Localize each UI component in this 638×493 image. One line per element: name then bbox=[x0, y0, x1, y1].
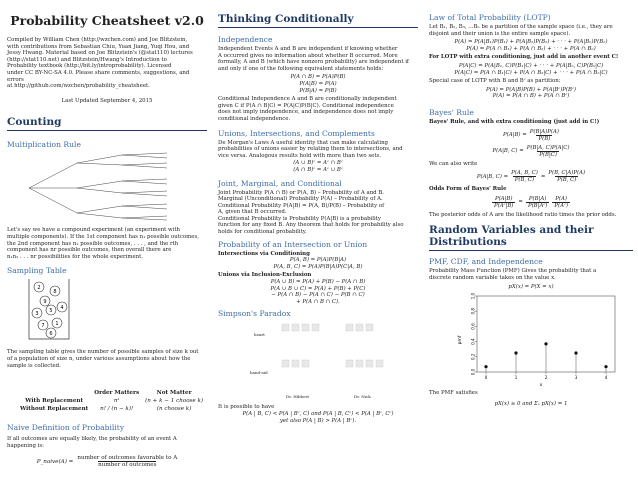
chart-y-tick-label: 0.2 bbox=[470, 353, 476, 361]
equation: P(A, B) = P(A)P(B|A) bbox=[289, 257, 347, 264]
bayes-equation-3: P(A|B, C) = $\frac{P(A, B, C)}{P(B, C)}$ = $\frac{P(B, C|A)P(A)}{P(B, C)}$ bbox=[476, 170, 586, 184]
text-line: given C if P(A ∩ B|C) = P(A|C)P(B|C). Conditional independence bbox=[218, 102, 394, 109]
column-left bbox=[7, 0, 207, 468]
pmf-point bbox=[514, 351, 517, 354]
urn-ball-label: 8 bbox=[53, 289, 57, 296]
demorgan-text bbox=[218, 140, 418, 174]
formula-denominator: P(B, C) bbox=[514, 177, 535, 184]
equation: pX(x) = P(X = x) bbox=[508, 283, 554, 290]
credits-block bbox=[7, 37, 207, 90]
urn-ball-label: 2 bbox=[37, 285, 41, 292]
subheading-independence: Independence bbox=[218, 35, 273, 44]
equation: P(A) = P(A|B)P(B) + P(A|Bᶜ)P(Bᶜ) bbox=[485, 86, 576, 93]
subheading-multiplication-rule: Multiplication Rule bbox=[7, 140, 81, 150]
equation: P(A) = P(A|B₁)P(B₁) + P(A|B₂)P(B₂) + · · · + P(A|Bₙ)P(Bₙ) bbox=[454, 39, 608, 46]
text-line: Special case of LOTP with B and Bᶜ as partition: bbox=[429, 78, 561, 85]
joint-text bbox=[218, 190, 418, 236]
credits-line: under CC BY-NC-SA 4.0. Please share comments, suggestions, and errors bbox=[7, 69, 190, 83]
urn-ball-label: 5 bbox=[49, 308, 53, 315]
formula-lhs: P_naive(A) = bbox=[36, 458, 74, 465]
subheading-sampling-table: Sampling Table bbox=[7, 266, 67, 276]
text-line: n₁n₂ . . . nr possibilities for the whole experiment. bbox=[7, 253, 144, 260]
text-line: multiple components). If the 1st component has n₁ possible outcomes, bbox=[7, 233, 199, 240]
figure-column-label: Dr. Hibbert bbox=[286, 394, 309, 400]
formula-denominator: P(B, C) bbox=[557, 177, 577, 184]
subheading-intersection-union: Probability of an Intersection or Union bbox=[218, 239, 368, 249]
formula-denominator: P(B|C) bbox=[539, 151, 558, 158]
chart-y-tick-label: 1.0 bbox=[470, 292, 476, 300]
subheading-unions-intersections: Unions, Intersections, and Complements bbox=[218, 128, 375, 138]
column-header: Not Matter bbox=[156, 390, 192, 397]
union-subheading: Unions via Inclusion-Exclusion bbox=[218, 272, 312, 279]
equation: (A ∪ B)ᶜ = Aᶜ ∩ Bᶜ bbox=[293, 160, 343, 167]
text-line: of a population of size n, under various assumptions about how the bbox=[7, 355, 191, 362]
equation: pX(x) ≥ 0 and Σₓ pX(x) = 1 bbox=[494, 400, 568, 407]
text-line: Bayes' Rule, and with extra conditioning (just add in C!) bbox=[429, 118, 600, 125]
document-title: Probability Cheatsheet v2.0 bbox=[10, 13, 204, 28]
text-line: and only if one of the following equivalent statements holds: bbox=[218, 65, 384, 72]
formula-denominator: P(Aᶜ) bbox=[554, 202, 568, 209]
odds-subheading: Odds Form of Bayes' Rule bbox=[429, 186, 507, 193]
chart-x-tick-label: 1 bbox=[514, 375, 518, 381]
urn-ball-label: 7 bbox=[41, 323, 45, 330]
urn-ball-label: 1 bbox=[55, 321, 59, 328]
subheading-lotp: Law of Total Probability (LOTP) bbox=[429, 13, 551, 22]
text-line: A, given that B occurred. bbox=[218, 209, 287, 216]
text-line: The posterior odds of A are the likelihood ratio times the prior odds. bbox=[429, 211, 617, 218]
bayes-equation-2 bbox=[429, 145, 633, 158]
equation: P(A) = P(A ∩ B) + P(A ∩ Bᶜ) bbox=[492, 93, 570, 100]
text-line: does not imply independence, and independence does not imply bbox=[218, 109, 394, 116]
urn-balls-illustration bbox=[7, 277, 207, 345]
equation: P(A) = P(A ∩ B₁) + P(A ∩ B₂) + · · · + P(A ∩ Bₙ) bbox=[466, 45, 596, 52]
text-line: probabilities of unions easier by relating them to intersections, and bbox=[218, 146, 403, 153]
equation: P(A ∪ B ∪ C) = P(A) + P(B) + P(C) bbox=[270, 285, 366, 292]
text-line: For LOTP with extra conditioning, just add in another event C! bbox=[429, 54, 619, 61]
formula-lhs: P(A|B) = bbox=[503, 132, 527, 139]
credits-line: Probability textbook (http://bit.ly/introprobability). Licensed bbox=[7, 63, 172, 70]
naive-formula bbox=[7, 455, 207, 468]
urn-ball-label: 3 bbox=[35, 311, 39, 318]
text-line: Let's say we have a compound experiment (an experiment with bbox=[7, 227, 181, 234]
table-cell: nᵏ bbox=[113, 398, 120, 405]
text-line: The PMF satisfies bbox=[429, 390, 478, 397]
chart-y-tick-label: 0.0 bbox=[470, 368, 476, 376]
formula-numerator: P(B, C|A)P(A) bbox=[548, 170, 586, 177]
text-line: If all outcomes are equally likely, the probability of an event A bbox=[7, 436, 177, 443]
chart-y-axis-label: pmf bbox=[458, 335, 463, 345]
figure-row-label: band-aid bbox=[250, 370, 268, 376]
chart-x-axis-label: x bbox=[539, 383, 543, 389]
text-line: function for any fixed B. Any theorem that holds for probability also bbox=[218, 222, 404, 229]
chart-x-tick-label: 0 bbox=[484, 375, 488, 381]
formula-lhs: P(A|B, C) = bbox=[476, 173, 509, 180]
credits-line: at http://github.com/wzchen/probability_cheatsheet. bbox=[7, 83, 150, 90]
pmf-chart bbox=[429, 290, 633, 390]
equation: − P(A ∩ B) − P(A ∩ C) − P(B ∩ C) bbox=[271, 292, 365, 299]
independence-text bbox=[218, 46, 418, 72]
equation: P(A|C) = P(A ∩ B₁|C) + P(A ∩ B₂|C) + · · · + P(A ∩ Bₙ|C) bbox=[454, 69, 608, 76]
figure-column-label: Dr. Nick bbox=[354, 394, 371, 400]
formula-denominator: P(B) bbox=[538, 135, 551, 142]
equation: + P(A ∩ B ∩ C). bbox=[296, 298, 340, 305]
pmf-point bbox=[484, 365, 487, 368]
formula-denominator: number of outcomes bbox=[98, 462, 157, 469]
urn-ball-label: 6 bbox=[49, 331, 53, 338]
sampling-table-text bbox=[7, 349, 207, 369]
subheading-bayes-rule: Bayes' Rule bbox=[429, 107, 474, 117]
table-cell: (n + k − 1 choose k) bbox=[145, 398, 204, 405]
equation: P(A | B, C) < P(A | Bᶜ, C) and P(A | B, Cᶜ) < P(A | Bᶜ, Cᶜ) bbox=[242, 411, 394, 417]
text-line: Conditional Probability is Probability P(A|B) is a probability bbox=[218, 215, 381, 222]
odds-equation: $\frac{P(A|B)}{\text{P(Aᶜ|B)}}$ = $\frac{P(B|A)}{\text{P(B|Aᶜ)}}$ $\frac{P(A)}{\text{P(Aᶜ)}}$ bbox=[494, 195, 568, 209]
text-line: We can also write bbox=[429, 160, 478, 167]
text-line: Conditional Probability P(A|B) = P(A, B)/P(B) – Probability of bbox=[218, 202, 385, 209]
text-line: happening is: bbox=[7, 442, 44, 449]
subheading-naive-definition: Naive Definition of Probability bbox=[7, 423, 125, 433]
table-cell: (n choose k) bbox=[156, 406, 192, 413]
text-line: Conditional Independence A and B are conditionally independent bbox=[218, 96, 397, 103]
equation: yet also P(A | B) > P(A | Bᶜ). bbox=[279, 417, 357, 424]
last-updated: Last Updated September 4, 2015 bbox=[61, 97, 153, 104]
independence-equations bbox=[218, 74, 418, 94]
row-header: With Replacement bbox=[25, 398, 84, 405]
formula-numerator: P(B|A)P(A) bbox=[529, 128, 559, 135]
simpsons-paradox-figure bbox=[218, 320, 418, 402]
bayes-equation-1 bbox=[429, 129, 633, 142]
column-header: Order Matters bbox=[94, 390, 140, 397]
formula-numerator: P(B|A) bbox=[528, 195, 547, 202]
text-line: conditional independence. bbox=[218, 115, 291, 122]
text-line: The sampling table gives the number of possible samples of size k out bbox=[7, 349, 199, 356]
pmf-text bbox=[429, 268, 633, 290]
chart-y-tick-label: 0.8 bbox=[470, 308, 476, 315]
urn-ball-label: 4 bbox=[60, 305, 64, 312]
pmf-point bbox=[574, 351, 577, 354]
column-right bbox=[429, 0, 633, 407]
equation: P(A ∩ B) = P(A)P(B) bbox=[290, 74, 346, 81]
text-line: holds for conditional probability. bbox=[218, 229, 307, 236]
multiplication-rule-text bbox=[7, 227, 207, 260]
text-line: De Morgan's Laws A useful identity that can make calculating bbox=[218, 139, 388, 146]
chart-x-tick-label: 4 bbox=[604, 375, 608, 381]
chart-x-tick-label: 3 bbox=[574, 375, 578, 381]
text-line: Marginal (Unconditional) Probability P(A) – Probability of A. bbox=[218, 196, 383, 203]
text-line: vice versa. Analogous results hold with more than two sets. bbox=[218, 152, 381, 159]
formula-lhs: P(A|B, C) = bbox=[492, 148, 524, 155]
formula-denominator: P(Aᶜ|B) bbox=[494, 202, 514, 209]
row-header: Without Replacement bbox=[20, 406, 89, 413]
formula-numerator: number of outcomes favorable to A bbox=[77, 455, 178, 462]
chart-y-tick-label: 0.6 bbox=[470, 323, 476, 330]
credits-line: Compiled by William Chen (http://wzchen.com) and Joe Blitzstein, bbox=[7, 37, 188, 43]
formula-denominator: P(B|Aᶜ) bbox=[527, 202, 548, 209]
section-heading-counting: Counting bbox=[7, 116, 207, 131]
credits-line: Jessy Hwang. Material based on Joe Blitzstein's (@stat110) lectures bbox=[7, 50, 193, 57]
text-line: Independent Events A and B are independent if knowing whether bbox=[218, 46, 398, 52]
text-line: component has nr possible outcomes, then overall there are bbox=[7, 247, 172, 254]
equation: P(A|C) = P(A|B₁, C)P(B₁|C) + · · · + P(A|Bₙ, C)P(Bₙ|C) bbox=[458, 62, 604, 69]
subheading-joint-marginal: Joint, Marginal, and Conditional bbox=[218, 178, 342, 188]
subheading-pmf-cdf: PMF, CDF, and Independence bbox=[429, 257, 543, 267]
table-cell: n! / (n − k)! bbox=[100, 406, 134, 413]
chart-y-tick-label: 0.4 bbox=[470, 338, 476, 345]
figure-row-label: heart bbox=[254, 332, 265, 338]
section-heading-random-variables: Random Variables and their Distributions bbox=[429, 224, 633, 251]
text-line: formally, A and B (which have nonzero probability) are independent if bbox=[218, 59, 409, 66]
text-line: Joint Probability P(A ∩ B) or P(A, B) – Probability of A and B. bbox=[218, 189, 385, 196]
subheading-simpsons-paradox: Simpson's Paradox bbox=[218, 309, 291, 319]
pmf-point bbox=[604, 365, 607, 368]
text-line: Probability Mass Function (PMF) Gives the probability that a bbox=[429, 268, 597, 275]
naive-text bbox=[7, 436, 207, 449]
formula-numerator: P(B|A, C)P(A|C) bbox=[526, 144, 570, 151]
formula-numerator: P(A, B, C) bbox=[511, 170, 538, 177]
column-middle bbox=[218, 0, 418, 424]
simpsons-grid bbox=[278, 320, 398, 390]
text-line: the 2nd component has n₂ possible outcomes, . . . , and the rth bbox=[7, 240, 179, 247]
equation: P(A|B) = P(A) bbox=[299, 80, 337, 87]
conditional-independence-text bbox=[218, 96, 418, 122]
sampling-table bbox=[17, 389, 206, 413]
credits-line: (http://stat110.net) and Blitzstein/Hwang's Introduction to bbox=[7, 56, 167, 63]
chart-x-tick-label: 2 bbox=[544, 375, 548, 381]
section-heading-thinking-conditionally: Thinking Conditionally bbox=[218, 13, 418, 28]
equation: (A ∩ B)ᶜ = Aᶜ ∪ Bᶜ bbox=[293, 166, 343, 173]
equation: P(A ∪ B) = P(A) + P(B) − P(A ∩ B) bbox=[270, 279, 366, 286]
formula-numerator: P(A) bbox=[555, 195, 568, 202]
pmf-point bbox=[544, 342, 547, 345]
lotp-text bbox=[429, 24, 633, 100]
equation: P(A, B, C) = P(A)P(B|A)P(C|A, B) bbox=[273, 263, 363, 270]
multiplication-tree-diagram bbox=[7, 151, 207, 221]
text-line: It is possible to have bbox=[218, 404, 275, 411]
credits-line: with contributions from Sebastian Chiu, Yuan Jiang, Yuqi Hou, and bbox=[7, 43, 190, 50]
intersection-subheading: Intersections via Conditioning bbox=[218, 250, 310, 257]
formula-numerator: P(A|B) bbox=[494, 195, 513, 202]
text-line: A occurred gives no information about whether B occurred. More bbox=[218, 52, 398, 59]
text-line: sample is collected. bbox=[7, 362, 61, 369]
text-line: disjoint and their union is the entire sample space). bbox=[429, 30, 571, 37]
equation: P(B|A) = P(B) bbox=[299, 87, 337, 94]
text-line: discrete random variable takes on the value x. bbox=[429, 274, 556, 281]
text-line: Let B₁, B₂, B₃, ...Bₙ be a partition of the sample space (i.e., they are bbox=[429, 24, 613, 30]
urn-ball-label: 9 bbox=[43, 299, 47, 306]
